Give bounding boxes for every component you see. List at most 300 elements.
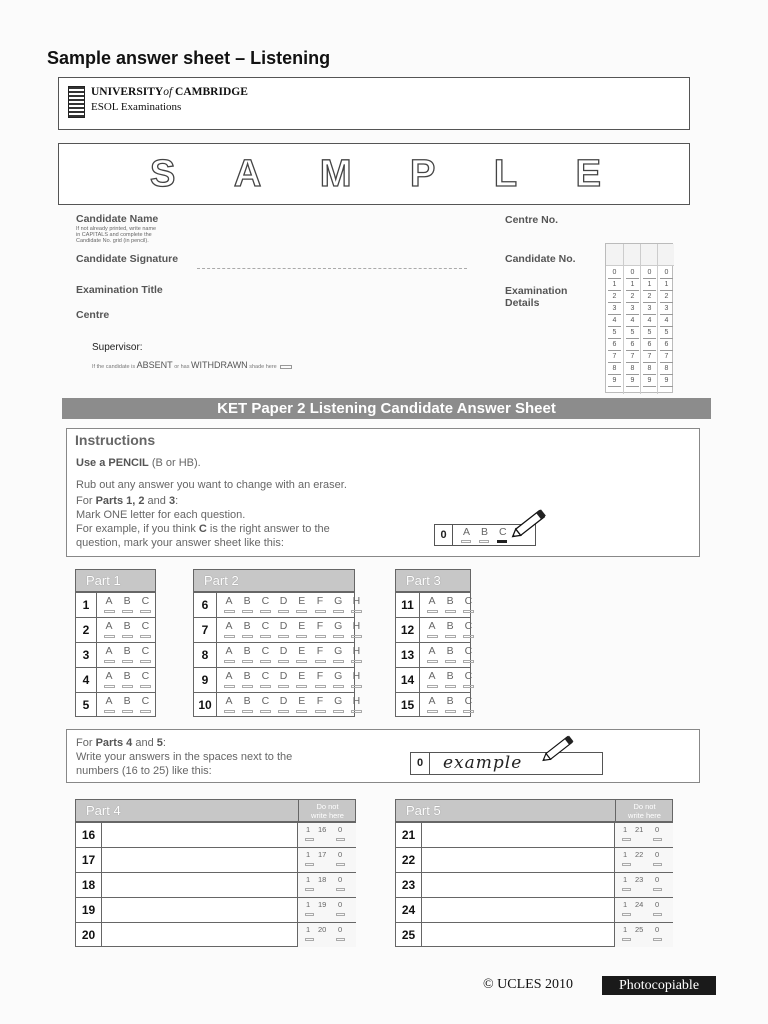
answer-option: C	[141, 620, 150, 632]
mark-value: 1	[306, 925, 311, 934]
answer-lozenge[interactable]	[463, 610, 474, 613]
question-row	[194, 592, 361, 617]
candidate-grid-digit[interactable]: 0	[660, 268, 673, 279]
candidate-number-grid[interactable]	[605, 243, 673, 393]
candidate-grid-digit[interactable]: 7	[660, 352, 673, 363]
mark-lozenge[interactable]	[653, 863, 662, 866]
answer-option: F	[316, 670, 324, 682]
answer-lozenge[interactable]	[278, 710, 289, 713]
examiner-mark-area	[615, 873, 673, 897]
example-option: C	[499, 526, 507, 538]
answer-lozenge[interactable]	[104, 710, 115, 713]
answer-field[interactable]	[422, 848, 615, 872]
answer-option: F	[316, 620, 324, 632]
answer-option: A	[428, 595, 436, 607]
answer-lozenge[interactable]	[224, 660, 235, 663]
parts45-instructions-box	[66, 729, 700, 783]
parts45-instruction-line3: numbers (16 to 25) like this:	[76, 765, 212, 777]
answer-option: B	[123, 645, 131, 657]
candidate-grid-header-cell[interactable]	[658, 244, 674, 266]
part1-title: Part 1	[76, 570, 155, 592]
candidate-grid-digit[interactable]: 5	[660, 328, 673, 339]
absent-withdrawn-note: If the candidate is ABSENT or has WITHDRAWN shade here	[92, 360, 292, 370]
answer-lozenge[interactable]	[351, 710, 362, 713]
mark-value: 16	[318, 825, 327, 834]
answer-option: A	[105, 670, 113, 682]
question-number: 14	[396, 668, 420, 692]
answer-option: A	[105, 620, 113, 632]
university-subtitle: ESOL Examinations	[91, 101, 182, 113]
answer-lozenge[interactable]	[260, 610, 271, 613]
example-option: A	[463, 526, 471, 538]
mark-lozenge[interactable]	[622, 838, 631, 841]
answer-lozenge[interactable]	[278, 685, 289, 688]
candidate-grid-digit[interactable]: 9	[626, 376, 639, 387]
candidate-grid-digit[interactable]: 3	[660, 304, 673, 315]
mark-value: 20	[318, 925, 327, 934]
mark-value: 0	[655, 925, 660, 934]
candidate-grid-digit[interactable]: 8	[608, 364, 621, 375]
answer-option: A	[225, 620, 233, 632]
sample-letter: P	[410, 152, 436, 195]
candidate-grid-digit[interactable]: 2	[643, 292, 656, 303]
mark-lozenge[interactable]	[305, 888, 314, 891]
answer-option: E	[298, 695, 306, 707]
candidate-grid-digit[interactable]: 0	[608, 268, 621, 279]
answer-lozenge[interactable]	[278, 610, 289, 613]
answer-lozenge[interactable]	[242, 610, 253, 613]
answer-lozenge[interactable]	[242, 685, 253, 688]
answer-lozenge[interactable]	[463, 710, 474, 713]
answer-lozenge[interactable]	[140, 710, 151, 713]
candidate-grid-digit[interactable]: 3	[626, 304, 639, 315]
answer-lozenge[interactable]	[122, 610, 133, 613]
instruction-eraser: Rub out any answer you want to change with an eraser.	[76, 479, 347, 491]
answer-lozenge[interactable]	[427, 710, 438, 713]
answer-lozenge[interactable]	[463, 635, 474, 638]
header-box	[58, 77, 690, 130]
instructions-box	[66, 428, 700, 557]
answer-lozenge[interactable]	[463, 685, 474, 688]
candidate-grid-column	[606, 244, 623, 394]
answer-lozenge[interactable]	[351, 610, 362, 613]
answer-lozenge[interactable]	[242, 710, 253, 713]
candidate-grid-digit[interactable]: 0	[643, 268, 656, 279]
answer-lozenge[interactable]	[351, 635, 362, 638]
answer-sheet-banner: KET Paper 2 Listening Candidate Answer Sheet	[62, 398, 711, 419]
candidate-grid-digit[interactable]: 5	[626, 328, 639, 339]
answer-lozenge[interactable]	[260, 710, 271, 713]
supervisor-label: Supervisor:	[92, 342, 143, 353]
answer-lozenge[interactable]	[463, 660, 474, 663]
answer-lozenge[interactable]	[351, 685, 362, 688]
answer-field[interactable]	[422, 923, 615, 947]
mark-value: 0	[338, 875, 343, 884]
candidate-grid-digit[interactable]: 8	[660, 364, 673, 375]
answer-field[interactable]	[422, 898, 615, 922]
question-number: 22	[396, 848, 422, 872]
answer-option: B	[446, 620, 454, 632]
mark-lozenge[interactable]	[336, 888, 345, 891]
candidate-grid-digit[interactable]: 7	[626, 352, 639, 363]
candidate-grid-digit[interactable]: 2	[660, 292, 673, 303]
candidate-grid-digit[interactable]: 3	[643, 304, 656, 315]
copyright-notice: © UCLES 2010	[483, 977, 573, 992]
candidate-grid-digit[interactable]: 2	[626, 292, 639, 303]
answer-field[interactable]	[102, 898, 298, 922]
part5-box	[395, 799, 673, 947]
answer-lozenge[interactable]	[140, 610, 151, 613]
answer-lozenge[interactable]	[427, 685, 438, 688]
candidate-grid-digit[interactable]: 8	[626, 364, 639, 375]
instruction-parts: For Parts 1, 2 and 3:	[76, 495, 179, 507]
mark-lozenge[interactable]	[653, 938, 662, 941]
question-row	[396, 592, 473, 617]
mark-lozenge[interactable]	[305, 838, 314, 841]
question-number: 18	[76, 873, 102, 897]
answer-lozenge[interactable]	[224, 610, 235, 613]
candidate-grid-digit[interactable]: 1	[660, 280, 673, 291]
question-number: 9	[194, 668, 217, 692]
candidate-grid-digit[interactable]: 4	[660, 316, 673, 327]
example-number: 0	[435, 525, 453, 545]
mark-lozenge[interactable]	[336, 913, 345, 916]
answer-option: H	[352, 620, 361, 632]
mark-value: 0	[338, 925, 343, 934]
candidate-grid-digit[interactable]: 9	[643, 376, 656, 387]
candidate-grid-digit[interactable]: 4	[626, 316, 639, 327]
answer-option: A	[105, 695, 113, 707]
answer-lozenge[interactable]	[140, 660, 151, 663]
answer-option: B	[243, 670, 251, 682]
part3-box	[395, 569, 471, 717]
answer-lozenge[interactable]	[315, 685, 326, 688]
answer-field[interactable]	[102, 873, 298, 897]
answer-option: B	[243, 645, 251, 657]
answer-lozenge[interactable]	[315, 635, 326, 638]
mark-lozenge[interactable]	[653, 913, 662, 916]
answer-lozenge[interactable]	[296, 710, 307, 713]
candidate-grid-digit[interactable]: 6	[643, 340, 656, 351]
answer-lozenge[interactable]	[104, 660, 115, 663]
example-lozenge-filled	[497, 540, 507, 543]
candidate-grid-digit[interactable]: 9	[660, 376, 673, 387]
answer-option: D	[279, 670, 288, 682]
instruction-pencil: Use a PENCIL (B or HB).	[76, 457, 201, 469]
answer-option: G	[334, 670, 343, 682]
example-option: B	[481, 526, 489, 538]
answer-lozenge[interactable]	[296, 635, 307, 638]
answer-lozenge[interactable]	[104, 610, 115, 613]
candidate-grid-digit[interactable]: 1	[643, 280, 656, 291]
examiner-mark-area	[615, 823, 673, 847]
sample-letter: M	[319, 152, 352, 195]
question-number: 5	[76, 693, 97, 717]
parts45-instruction: For Parts 4 and 5:	[76, 737, 166, 749]
answer-option: G	[334, 645, 343, 657]
answer-lozenge[interactable]	[242, 635, 253, 638]
instruction-mark-one: Mark ONE letter for each question.	[76, 509, 246, 521]
mark-value: 1	[623, 900, 628, 909]
centre-label: Centre	[76, 309, 110, 321]
answer-option: D	[279, 695, 288, 707]
mark-lozenge[interactable]	[305, 913, 314, 916]
examiner-mark-area	[298, 898, 356, 922]
mark-lozenge[interactable]	[336, 938, 345, 941]
instruction-example: For example, if you think C is the right answer to the	[76, 523, 330, 535]
candidate-grid-digit[interactable]: 0	[626, 268, 639, 279]
page-title: Sample answer sheet – Listening	[47, 48, 331, 68]
question-number: 11	[396, 593, 420, 617]
question-number: 13	[396, 643, 420, 667]
candidate-grid-digit[interactable]: 1	[626, 280, 639, 291]
answer-option: D	[279, 595, 288, 607]
answer-row	[76, 922, 355, 947]
answer-lozenge[interactable]	[122, 660, 133, 663]
answer-lozenge[interactable]	[242, 660, 253, 663]
answer-lozenge[interactable]	[122, 635, 133, 638]
candidate-grid-digit[interactable]: 3	[608, 304, 621, 315]
candidate-grid-digit[interactable]: 7	[643, 352, 656, 363]
mark-value: 0	[338, 850, 343, 859]
answer-lozenge[interactable]	[427, 610, 438, 613]
answer-lozenge[interactable]	[315, 610, 326, 613]
answer-lozenge[interactable]	[296, 610, 307, 613]
answer-lozenge[interactable]	[445, 635, 456, 638]
answer-lozenge[interactable]	[315, 710, 326, 713]
mark-value: 1	[623, 925, 628, 934]
answer-option: C	[464, 595, 473, 607]
mark-value: 1	[306, 875, 311, 884]
answer-field[interactable]	[102, 823, 298, 847]
answer-row	[76, 822, 355, 847]
answer-option: H	[352, 595, 361, 607]
mark-lozenge[interactable]	[622, 913, 631, 916]
answer-option: E	[298, 595, 306, 607]
mark-value: 18	[318, 875, 327, 884]
mark-lozenge[interactable]	[622, 938, 631, 941]
signature-field[interactable]	[197, 268, 467, 269]
answer-option: B	[123, 620, 131, 632]
candidate-grid-digit[interactable]: 8	[643, 364, 656, 375]
sample-letter: L	[493, 152, 518, 195]
candidate-no-label: Candidate No.	[505, 253, 576, 265]
absent-shade-box[interactable]	[280, 365, 292, 369]
answer-option: B	[123, 595, 131, 607]
answer-option: A	[105, 595, 113, 607]
instruction-example-line2: question, mark your answer sheet like this:	[76, 537, 284, 549]
mark-value: 0	[655, 825, 660, 834]
candidate-grid-digit[interactable]: 4	[643, 316, 656, 327]
answer-row	[76, 872, 355, 897]
answer-lozenge[interactable]	[445, 710, 456, 713]
mark-lozenge[interactable]	[305, 863, 314, 866]
answer-lozenge[interactable]	[315, 660, 326, 663]
candidate-grid-column	[640, 244, 657, 394]
answer-lozenge[interactable]	[260, 660, 271, 663]
candidate-name-note: If not already printed, write name in CAPITALS and complete the Candidate No. grid (in pencil).	[76, 226, 157, 244]
answer-option: C	[261, 620, 270, 632]
answer-option: B	[243, 695, 251, 707]
mark-value: 24	[635, 900, 644, 909]
answer-row	[396, 897, 672, 922]
example-word: example	[443, 753, 523, 773]
answer-lozenge[interactable]	[296, 685, 307, 688]
answer-option: C	[261, 670, 270, 682]
examiner-mark-area	[298, 823, 356, 847]
answer-option: C	[141, 645, 150, 657]
sample-letter: A	[233, 152, 262, 195]
question-number: 20	[76, 923, 102, 947]
answer-field[interactable]	[102, 848, 298, 872]
candidate-grid-header-cell[interactable]	[624, 244, 640, 266]
answer-option: C	[261, 645, 270, 657]
answer-option: B	[243, 595, 251, 607]
candidate-grid-digit[interactable]: 2	[608, 292, 621, 303]
part4-box	[75, 799, 356, 947]
answer-lozenge[interactable]	[445, 685, 456, 688]
candidate-grid-header-cell[interactable]	[641, 244, 657, 266]
question-row	[76, 617, 155, 642]
answer-field[interactable]	[422, 823, 615, 847]
answer-option: B	[243, 620, 251, 632]
answer-option: A	[105, 645, 113, 657]
sample-watermark-box	[58, 143, 690, 205]
answer-lozenge[interactable]	[260, 635, 271, 638]
question-number: 17	[76, 848, 102, 872]
answer-option: B	[123, 670, 131, 682]
answer-lozenge[interactable]	[140, 685, 151, 688]
question-number: 25	[396, 923, 422, 947]
answer-lozenge[interactable]	[122, 685, 133, 688]
candidate-grid-digit[interactable]: 6	[660, 340, 673, 351]
mark-value: 0	[338, 900, 343, 909]
question-number: 2	[76, 618, 97, 642]
candidate-grid-digit[interactable]: 9	[608, 376, 621, 387]
question-number: 24	[396, 898, 422, 922]
answer-row	[76, 847, 355, 872]
question-number: 1	[76, 593, 97, 617]
candidate-grid-digit[interactable]: 5	[643, 328, 656, 339]
mark-value: 23	[635, 875, 644, 884]
examiner-mark-area	[298, 848, 356, 872]
example-lozenge	[461, 540, 471, 543]
candidate-grid-digit[interactable]: 6	[626, 340, 639, 351]
answer-option: A	[225, 695, 233, 707]
part1-box	[75, 569, 156, 717]
examiner-mark-area	[298, 923, 356, 947]
mark-value: 1	[623, 875, 628, 884]
do-not-write-header: Do not write here	[298, 800, 356, 822]
answer-lozenge[interactable]	[333, 710, 344, 713]
question-row	[76, 592, 155, 617]
answer-lozenge[interactable]	[351, 660, 362, 663]
answer-option: C	[141, 695, 150, 707]
candidate-grid-header-cell[interactable]	[606, 244, 623, 266]
answer-option: C	[261, 695, 270, 707]
question-row	[194, 667, 361, 692]
answer-row	[396, 872, 672, 897]
mark-value: 0	[338, 825, 343, 834]
answer-lozenge[interactable]	[140, 635, 151, 638]
question-number: 3	[76, 643, 97, 667]
answer-option: C	[464, 695, 473, 707]
part2-title: Part 2	[194, 570, 354, 592]
question-number: 8	[194, 643, 217, 667]
answer-option: B	[446, 670, 454, 682]
candidate-grid-digit[interactable]: 6	[608, 340, 621, 351]
answer-option: C	[464, 670, 473, 682]
mark-lozenge[interactable]	[336, 863, 345, 866]
answer-lozenge[interactable]	[104, 635, 115, 638]
answer-lozenge[interactable]	[445, 660, 456, 663]
question-row	[194, 642, 361, 667]
answer-lozenge[interactable]	[333, 685, 344, 688]
sample-letter: S	[150, 152, 176, 195]
candidate-grid-digit[interactable]: 5	[608, 328, 621, 339]
mark-lozenge[interactable]	[622, 863, 631, 866]
answer-option: C	[261, 595, 270, 607]
answer-lozenge[interactable]	[333, 635, 344, 638]
answer-lozenge[interactable]	[427, 660, 438, 663]
part5-title: Part 5	[396, 800, 672, 822]
answer-field[interactable]	[422, 873, 615, 897]
answer-option: A	[225, 670, 233, 682]
candidate-grid-digit[interactable]: 7	[608, 352, 621, 363]
answer-option: C	[141, 670, 150, 682]
mark-value: 17	[318, 850, 327, 859]
answer-option: B	[446, 595, 454, 607]
candidate-name-label: Candidate Name	[76, 213, 159, 225]
candidate-grid-digit[interactable]: 1	[608, 280, 621, 291]
answer-field[interactable]	[102, 923, 298, 947]
answer-lozenge[interactable]	[122, 710, 133, 713]
do-not-write-header: Do not write here	[615, 800, 673, 822]
answer-lozenge[interactable]	[333, 660, 344, 663]
centre-no-label: Centre No.	[505, 214, 559, 226]
answer-lozenge[interactable]	[445, 610, 456, 613]
mark-value: 19	[318, 900, 327, 909]
answer-option: F	[316, 595, 324, 607]
answer-lozenge[interactable]	[333, 610, 344, 613]
example-number: 0	[411, 753, 430, 774]
candidate-grid-digit[interactable]: 4	[608, 316, 621, 327]
mark-value: 1	[306, 825, 311, 834]
mark-lozenge[interactable]	[622, 888, 631, 891]
answer-option: H	[352, 670, 361, 682]
mark-lozenge[interactable]	[336, 838, 345, 841]
answer-lozenge[interactable]	[260, 685, 271, 688]
answer-lozenge[interactable]	[278, 660, 289, 663]
university-name: UNIVERSITYof CAMBRIDGE	[91, 86, 248, 98]
answer-lozenge[interactable]	[224, 685, 235, 688]
answer-lozenge[interactable]	[224, 710, 235, 713]
mark-lozenge[interactable]	[653, 838, 662, 841]
answer-option: G	[334, 695, 343, 707]
answer-option: A	[225, 645, 233, 657]
answer-lozenge[interactable]	[224, 635, 235, 638]
answer-lozenge[interactable]	[427, 635, 438, 638]
candidate-signature-label: Candidate Signature	[76, 253, 179, 265]
answer-lozenge[interactable]	[104, 685, 115, 688]
answer-lozenge[interactable]	[296, 660, 307, 663]
question-row	[396, 642, 473, 667]
mark-lozenge[interactable]	[305, 938, 314, 941]
answer-option: H	[352, 695, 361, 707]
mark-lozenge[interactable]	[653, 888, 662, 891]
answer-lozenge[interactable]	[278, 635, 289, 638]
mark-value: 0	[655, 850, 660, 859]
